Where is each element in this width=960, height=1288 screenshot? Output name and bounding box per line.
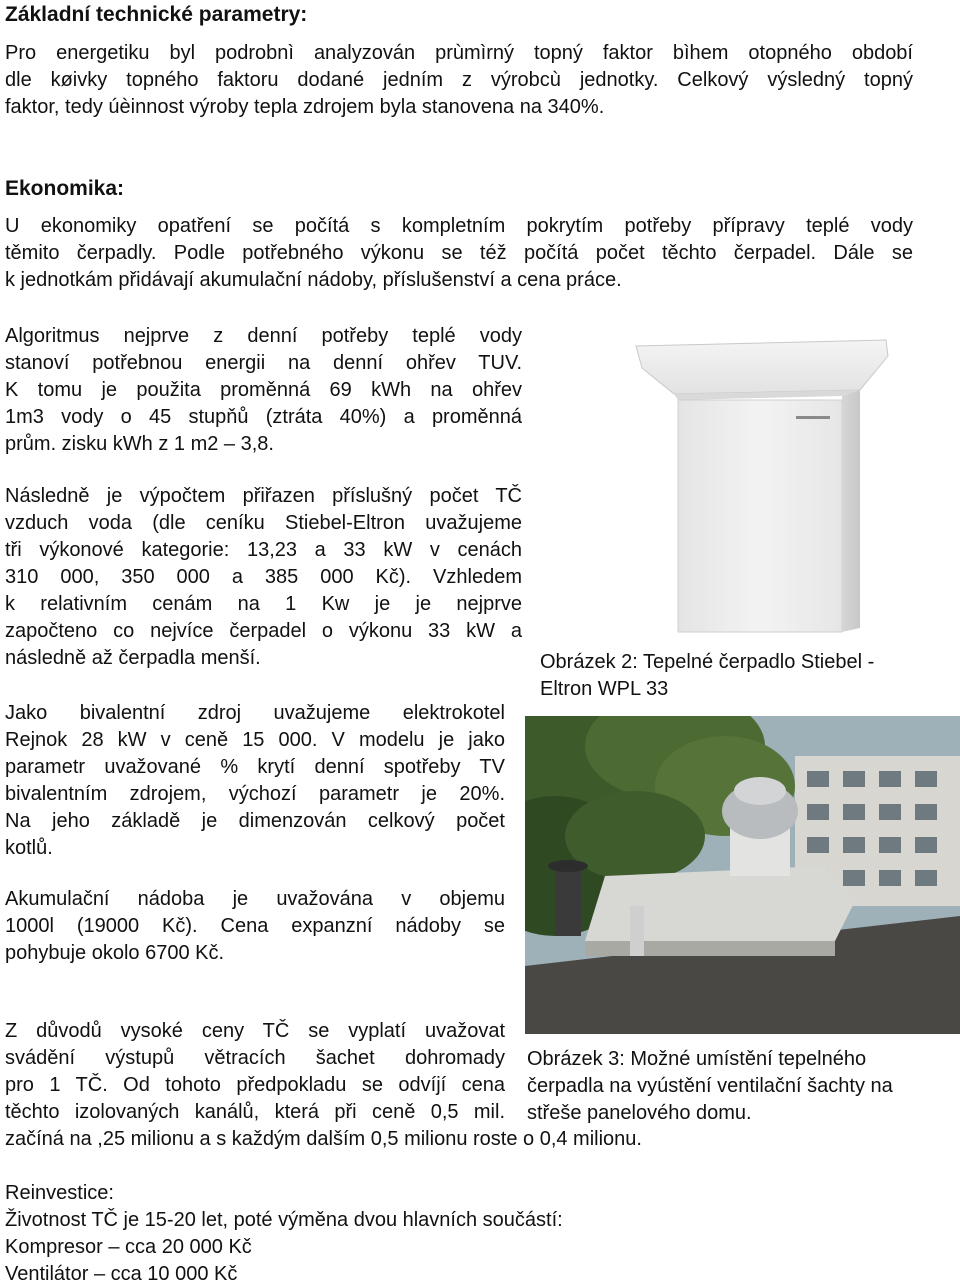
text-line: Na jeho základě je dimenzován celkový počet	[5, 810, 505, 832]
text-line: Kompresor – cca 20 000 Kč	[5, 1236, 252, 1258]
paragraph-bivalent	[5, 700, 505, 862]
text-line: parametr uvažované % krytí denní spotřeby TV	[5, 756, 505, 778]
text-line: vzduch voda (dle ceníku Stiebel-Eltron uvažujeme	[5, 512, 522, 534]
rooftop-photo	[525, 716, 960, 1034]
text-line: svádění výstupů větracích šachet dohromady	[5, 1047, 505, 1069]
text-line: Ventilátor – cca 10 000 Kč	[5, 1263, 238, 1285]
text-line: pro 1 TČ. Od tohoto předpokladu se odvíjí cena	[5, 1074, 505, 1096]
text-line: prům. zisku kWh z 1 m2 – 3,8.	[5, 433, 274, 455]
caption-figure-3	[527, 1046, 957, 1127]
paragraph-reinvestment	[5, 1180, 905, 1288]
text-line: Životnost TČ je 15-20 let, poté výměna dvou hlavních součástí:	[5, 1209, 563, 1231]
text-line: bivalentním zdrojem, výchozí parametr je 20%.	[5, 783, 505, 805]
text-line: 1000l (19000 Kč). Cena expanzní nádoby se	[5, 915, 505, 937]
text-line: k relativním cenám na 1 Kw je je nejprve	[5, 593, 522, 615]
text-line: faktor, tedy úèinnost výroby tepla zdrojem byla stanovena na 340%.	[5, 96, 605, 118]
caption-figure-2	[540, 649, 950, 703]
section-heading-technical: Základní technické parametry:	[5, 3, 308, 26]
reinvest-heading: Reinvestice:	[5, 1182, 114, 1204]
paragraph-assignment	[5, 483, 522, 672]
text-line: kotlů.	[5, 837, 53, 859]
paragraph-accumulation	[5, 886, 505, 967]
text-line: 1m3 vody o 45 stupňů (ztráta 40%) a proměnná	[5, 406, 522, 428]
text-line: dle køivky topného faktoru dodané jedním z výrobcù jednotky. Celkový výsledný topný	[5, 69, 913, 91]
text-line: stanoví potřebnou energii na denní ohřev TUV.	[5, 352, 522, 374]
heat-pump-image	[628, 338, 890, 634]
caption-line: střeše panelového domu.	[527, 1102, 752, 1124]
rooftop-illustration	[525, 716, 960, 1034]
text-line: Pro energetiku byl podrobnì analyzován prùmìrný topný faktor bìhem otopného období	[5, 42, 913, 64]
text-line: U ekonomiky opatření se počítá s kompletním pokrytím potřeby přípravy teplé vody	[5, 215, 913, 237]
text-line: těchto izolovaných kanálů, která při ceně 0,5 mil.	[5, 1101, 505, 1123]
text-line: Rejnok 28 kW v ceně 15 000. V modelu je jako	[5, 729, 505, 751]
text-line: Z důvodů vysoké ceny TČ se vyplatí uvažovat	[5, 1020, 505, 1042]
text-line: následně až čerpadla menší.	[5, 647, 261, 669]
text-line: pohybuje okolo 6700 Kč.	[5, 942, 225, 964]
text-line: započteno co nejvíce čerpadel o výkonu 33 kW a	[5, 620, 522, 642]
text-line: K tomu je použita proměnná 69 kWh na ohřev	[5, 379, 522, 401]
text-line: Následně je výpočtem přiřazen příslušný počet TČ	[5, 485, 522, 507]
caption-line: čerpadla na vyústění ventilační šachty na	[527, 1075, 893, 1097]
caption-line: Obrázek 3: Možné umístění tepelného	[527, 1048, 867, 1070]
heat-pump-illustration	[628, 338, 890, 634]
paragraph-technical	[5, 40, 913, 121]
text-line: 310 000, 350 000 a 385 000 Kč). Vzhledem	[5, 566, 522, 588]
caption-line: Obrázek 2: Tepelné čerpadlo Stiebel -	[540, 651, 875, 673]
paragraph-algorithm	[5, 323, 522, 458]
section-heading-economics: Ekonomika:	[5, 177, 125, 200]
paragraph-economics	[5, 213, 913, 294]
text-line: Jako bivalentní zdroj uvažujeme elektrokotel	[5, 702, 505, 724]
caption-line: Eltron WPL 33	[540, 678, 669, 700]
text-line: tři výkonové kategorie: 13,23 a 33 kW v cenách	[5, 539, 522, 561]
text-line: těmito čerpadly. Podle potřebného výkonu se též počítá počet těchto čerpadel. Dále se	[5, 242, 913, 264]
text-line: začíná na ,25 milionu a s každým dalším 0,5 milionu roste o 0,4 milionu.	[5, 1128, 642, 1150]
text-line: Akumulační nádoba je uvažována v objemu	[5, 888, 505, 910]
text-line: k jednotkám přidávají akumulační nádoby, příslušenství a cena práce.	[5, 269, 622, 291]
text-line: Algoritmus nejprve z denní potřeby teplé vody	[5, 325, 522, 347]
